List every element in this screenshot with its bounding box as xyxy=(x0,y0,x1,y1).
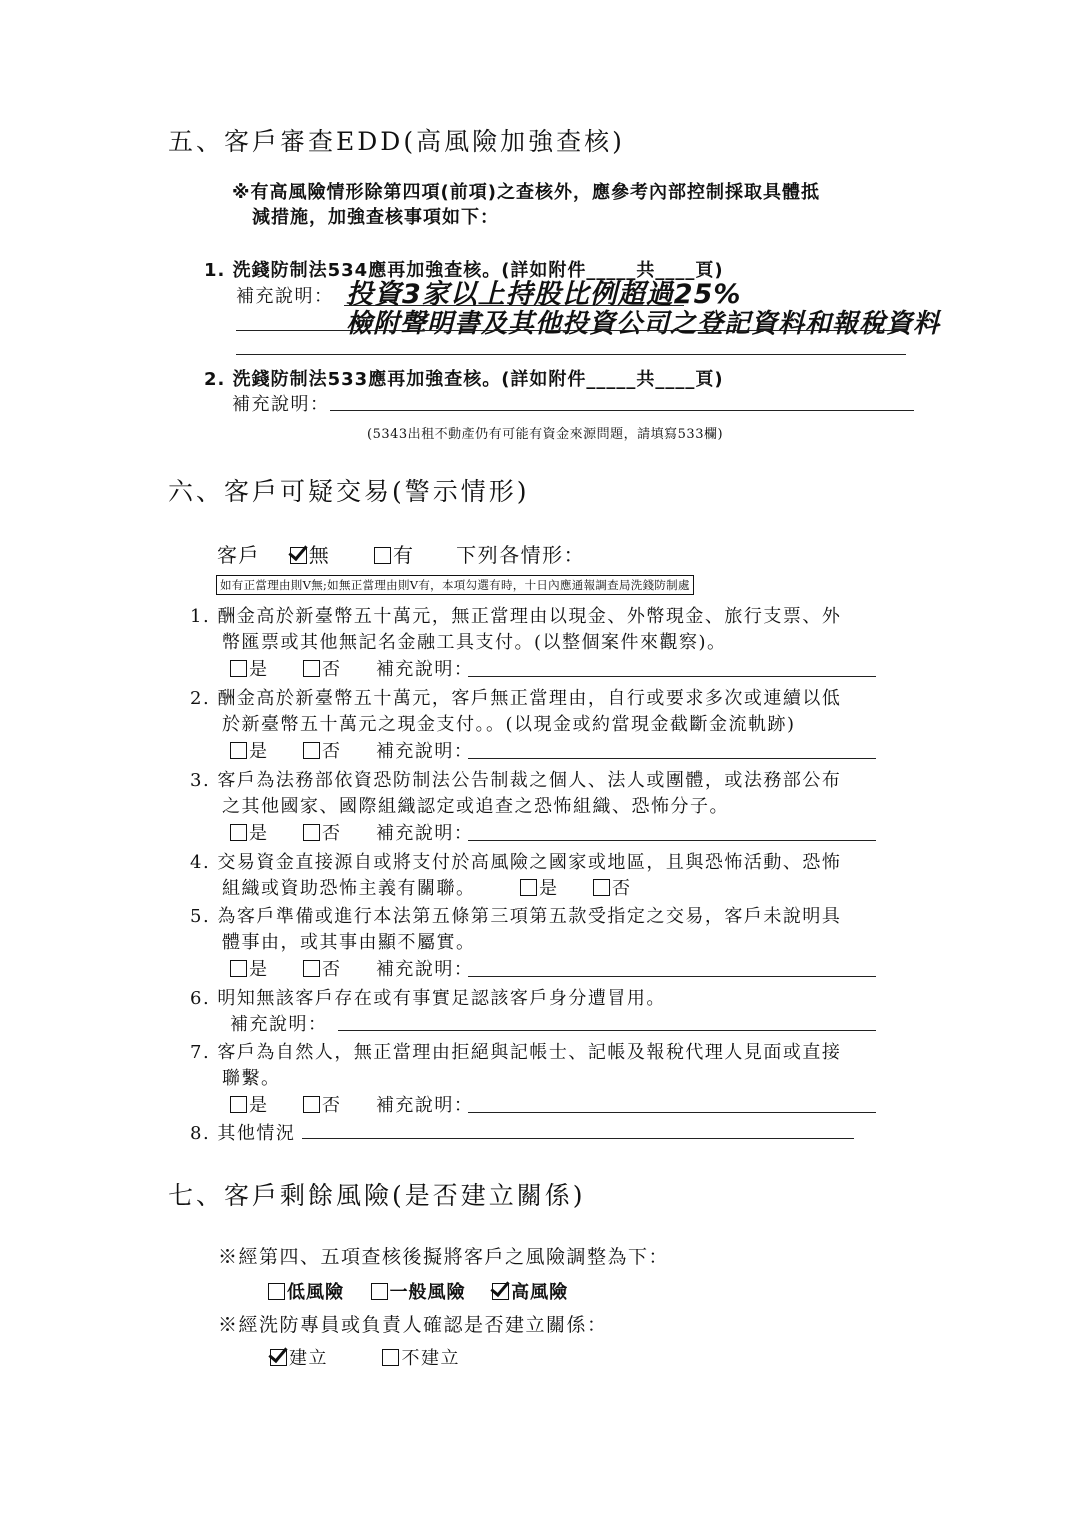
sus-item-7-no-checkbox[interactable] xyxy=(303,1096,320,1113)
sus-item-7-line1: 7. 客戶為自然人，無正當理由拒絕與記帳士、記帳及報稅代理人見面或直接 xyxy=(190,1042,842,1063)
no-label: 否 xyxy=(321,959,342,980)
yes-label: 是 xyxy=(249,741,269,762)
sus-item-4-yes-checkbox[interactable] xyxy=(520,879,537,896)
risk-mid-label: 一般風險 xyxy=(389,1282,466,1303)
sus-item-3-yes-checkbox[interactable] xyxy=(230,824,247,841)
sus-item-5-line1: 5. 為客戶準備或進行本法第五條第三項第五款受指定之交易，客戶未說明具 xyxy=(190,906,842,927)
no-label: 否 xyxy=(321,823,342,844)
sus-item-6-line1: 6. 明知無該客戶存在或有事實足認該客戶身分遭冒用。 xyxy=(190,988,666,1009)
yes-label: 是 xyxy=(249,659,269,680)
sus-item-1-line2: 幣匯票或其他無記名金融工具支付。(以整個案件來觀察)。 xyxy=(222,632,727,653)
supp-label: 補充說明： xyxy=(375,959,474,980)
edd-footnote: (5343出租不動產仍有可能有資金來源問題，請填寫533欄) xyxy=(367,427,724,442)
risk-low-label: 低風險 xyxy=(287,1282,344,1303)
sus-item-6-supp-label: 補充說明： xyxy=(230,1014,328,1035)
risk-high-checkbox[interactable] xyxy=(492,1283,509,1300)
establish-checkbox[interactable] xyxy=(270,1349,287,1366)
client-yes-label: 有 xyxy=(392,543,415,567)
sus-item-3-supp-line[interactable] xyxy=(468,840,876,841)
sus-item-5-supp-line[interactable] xyxy=(468,976,876,977)
sus-item-5-no-checkbox[interactable] xyxy=(303,960,320,977)
sus-item-3-no-checkbox[interactable] xyxy=(303,824,320,841)
yes-label: 是 xyxy=(249,823,269,844)
sus-item-5-yes-checkbox[interactable] xyxy=(230,960,247,977)
supp-label: 補充說明： xyxy=(375,1095,474,1116)
edd-item-533: 2. 洗錢防制法533應再加強查核。(詳如附件_____共____頁) xyxy=(204,369,724,390)
sus-item-7-line2: 聯繫。 xyxy=(222,1068,281,1089)
sus-item-3-line1: 3. 客戶為法務部依資恐防制法公告制裁之個人、法人或團體，或法務部公布 xyxy=(190,770,842,791)
no-label: 否 xyxy=(321,1095,342,1116)
client-label: 客戶 xyxy=(217,543,260,567)
yes-label: 是 xyxy=(538,878,559,899)
risk-low-checkbox[interactable] xyxy=(268,1283,285,1300)
reporting-notice: 如有正當理由則V無;如無正當理由則V有，本項勾選有時，十日內應通報調查局洗錢防制處 xyxy=(216,575,694,595)
sus-item-4-line1: 4. 交易資金直接源自或將支付於高風險之國家或地區，且與恐怖活動、恐怖 xyxy=(190,852,842,873)
risk-high-label: 高風險 xyxy=(511,1282,569,1303)
sus-item-4-line2-text: 組織或資助恐怖主義有關聯。 xyxy=(222,878,476,899)
sus-item-3-line2: 之其他國家、國際組織認定或追查之恐怖組織、恐怖分子。 xyxy=(222,796,729,817)
sus-item-8-line[interactable] xyxy=(302,1138,854,1139)
section-5-title: 五、客戶審查EDD(高風險加強查核) xyxy=(168,127,625,156)
client-lead-text: 下列各情形： xyxy=(456,543,586,567)
sus-item-7-supp-line[interactable] xyxy=(468,1112,876,1113)
yes-label: 是 xyxy=(249,1095,269,1116)
sus-item-2-answer xyxy=(230,737,473,763)
edd-item-534: 1. 洗錢防制法534應再加強查核。(詳如附件_____共____頁) xyxy=(204,260,724,281)
sus-item-1-line1: 1. 酬金高於新臺幣五十萬元，無正當理由以現金、外幣現金、旅行支票、外 xyxy=(190,606,842,627)
edd-item-534-supp-line-2[interactable] xyxy=(236,330,906,331)
section-5-note-line2: 減措施，加強查核事項如下： xyxy=(252,207,499,228)
sus-item-1-supp-line[interactable] xyxy=(468,676,876,677)
supp-label: 補充說明： xyxy=(375,659,474,680)
section-6-title: 六、客戶可疑交易(警示情形) xyxy=(168,477,530,506)
sus-item-4-no-checkbox[interactable] xyxy=(593,879,610,896)
relationship-row xyxy=(270,1344,460,1370)
sus-item-1-yes-checkbox[interactable] xyxy=(230,660,247,677)
supp-label: 補充說明： xyxy=(375,741,474,762)
sus-item-2-no-checkbox[interactable] xyxy=(303,742,320,759)
risk-level-row xyxy=(268,1278,568,1304)
relationship-confirm-note: ※經洗防專員或負責人確認是否建立關係： xyxy=(218,1314,608,1336)
residual-risk-note: ※經第四、五項查核後擬將客戶之風險調整為下： xyxy=(218,1246,670,1268)
not-establish-checkbox[interactable] xyxy=(382,1349,399,1366)
edd-item-534-supp-label: 補充說明： xyxy=(236,286,334,307)
section-5-note-line1: ※有高風險情形除第四項(前項)之查核外，應參考內部控制採取具體抵 xyxy=(232,182,820,203)
sus-item-1-no-checkbox[interactable] xyxy=(303,660,320,677)
no-label: 否 xyxy=(321,741,342,762)
sus-item-1-answer xyxy=(230,655,473,681)
sus-item-2-line1: 2. 酬金高於新臺幣五十萬元，客戶無正當理由，自行或要求多次或連續以低 xyxy=(190,688,842,709)
client-yes-checkbox[interactable] xyxy=(374,547,391,564)
supp-label: 補充說明： xyxy=(375,823,474,844)
section-7-title: 七、客戶剩餘風險(是否建立關係) xyxy=(168,1181,586,1210)
not-establish-label: 不建立 xyxy=(401,1348,460,1369)
no-label: 否 xyxy=(611,878,632,899)
sus-item-8-label: 8. 其他情況 xyxy=(190,1123,296,1144)
risk-mid-checkbox[interactable] xyxy=(371,1283,388,1300)
client-none-checkbox[interactable] xyxy=(290,547,307,564)
sus-item-5-line2: 體事由，或其事由顯不屬實。 xyxy=(222,932,476,953)
edd-item-533-supp-line[interactable] xyxy=(330,410,914,411)
edd-item-534-handwritten-2: 檢附聲明書及其他投資公司之登記資料和報稅資料 xyxy=(346,309,941,339)
edd-item-534-supp-line-3[interactable] xyxy=(236,354,906,355)
sus-item-2-yes-checkbox[interactable] xyxy=(230,742,247,759)
sus-item-2-line2: 於新臺幣五十萬元之現金支付。。(以現金或約當現金截斷金流軌跡) xyxy=(222,714,796,735)
sus-item-3-answer xyxy=(230,819,473,845)
sus-item-7-yes-checkbox[interactable] xyxy=(230,1096,247,1113)
edd-item-534-handwritten-1: 投資3家以上持股比例超過25% xyxy=(346,279,742,310)
yes-label: 是 xyxy=(249,959,269,980)
sus-item-6-supp-line[interactable] xyxy=(338,1030,876,1031)
no-label: 否 xyxy=(321,659,342,680)
sus-item-5-answer xyxy=(230,955,473,981)
edd-item-533-supp-label: 補充說明： xyxy=(232,394,330,415)
client-none-label: 無 xyxy=(308,543,331,567)
establish-label: 建立 xyxy=(289,1348,328,1369)
sus-item-2-supp-line[interactable] xyxy=(468,758,876,759)
sus-item-7-answer xyxy=(230,1091,473,1117)
client-suspicious-row xyxy=(217,539,585,568)
sus-item-4-line2 xyxy=(222,874,631,900)
